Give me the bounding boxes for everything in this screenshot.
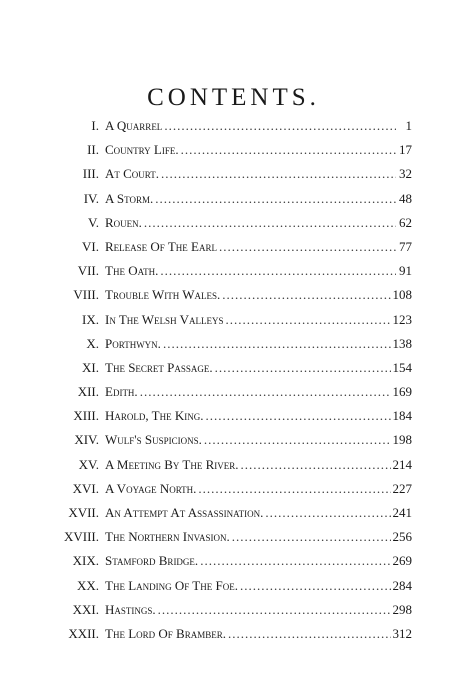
chapter-title: Harold, The King. (105, 408, 204, 424)
chapter-number: XI. (82, 359, 99, 375)
page-number: 154 (392, 359, 412, 375)
dot-leader (215, 359, 391, 377)
dot-leader (158, 601, 391, 619)
chapter-number: I. (91, 118, 99, 133)
chapter-number: III. (82, 166, 99, 182)
page-number: 169 (392, 384, 412, 400)
toc-entry (52, 238, 412, 262)
page-number: 184 (392, 408, 412, 424)
page-number: 227 (392, 480, 412, 496)
toc-entry (52, 359, 412, 383)
chapter-title: Country Life. (105, 142, 179, 158)
page-title: CONTENTS. (147, 83, 320, 111)
dot-leader (222, 286, 390, 304)
dot-leader (205, 407, 390, 425)
chapter-number: XII. (77, 384, 99, 400)
toc-entry (52, 262, 412, 286)
toc-entry (52, 190, 412, 214)
toc-entry (52, 311, 412, 335)
dot-leader (265, 504, 390, 522)
page-number: 198 (392, 432, 412, 448)
chapter-number: VIII. (73, 287, 99, 303)
page-number: 256 (392, 529, 412, 545)
toc-entry (52, 165, 412, 189)
chapter-number: V. (88, 214, 99, 230)
chapter-title: Porthwyn. (105, 335, 161, 351)
page-number: 17 (399, 142, 412, 158)
toc-entry (52, 552, 412, 576)
toc-entry (52, 141, 412, 165)
chapter-title: A Quarrel (105, 118, 163, 133)
page-number: 312 (392, 625, 412, 641)
chapter-number: X. (86, 335, 99, 351)
chapter-title: Rouen. (105, 214, 142, 230)
chapter-title: The Secret Passage. (105, 359, 213, 375)
dot-leader (232, 528, 391, 546)
chapter-title: Trouble With Wales. (105, 287, 221, 303)
toc-entry (52, 286, 412, 310)
page-number: 123 (392, 311, 412, 327)
chapter-title: The Lord Of Bramber. (105, 625, 226, 641)
chapter-title: The Northern Invasion. (105, 529, 230, 545)
dot-leader (160, 262, 396, 280)
chapter-title: Wulf's Suspicions. (105, 432, 202, 448)
dot-leader (219, 238, 396, 256)
chapter-number: VII. (77, 263, 99, 279)
toc-entry (52, 504, 412, 528)
chapter-number: II. (87, 142, 99, 158)
chapter-number: IX. (82, 311, 99, 327)
page-number: 32 (399, 166, 412, 182)
page-number: 214 (392, 456, 412, 472)
chapter-number: XVI. (72, 480, 99, 496)
page-number: 108 (392, 287, 412, 303)
chapter-number: XX. (76, 577, 99, 593)
dot-leader (161, 165, 396, 183)
chapter-title: A Meeting By The River. (105, 456, 239, 472)
chapter-title: The Landing Of The Foe. (105, 577, 238, 593)
page-number: 298 (392, 601, 412, 617)
toc-entry (52, 456, 412, 480)
chapter-number: XIII. (73, 408, 99, 424)
chapter-title: An Attempt At Assassination. (105, 505, 264, 520)
dot-leader (228, 625, 391, 643)
page-number: 77 (399, 238, 412, 254)
table-of-contents (52, 117, 412, 649)
toc-entry (52, 214, 412, 238)
chapter-title: Release Of The Earl (105, 238, 217, 254)
chapter-number: XVII. (68, 505, 99, 520)
page-number: 269 (392, 553, 412, 569)
toc-entry (52, 335, 412, 359)
toc-entry (52, 431, 412, 455)
chapter-number: IV. (83, 190, 99, 206)
chapter-number: XIX. (72, 553, 99, 569)
chapter-number: XXII. (68, 625, 99, 641)
dot-leader (140, 383, 391, 401)
dot-leader (164, 117, 396, 135)
chapter-title: At Court. (105, 166, 160, 182)
toc-entry (52, 601, 412, 625)
chapter-number: XXI. (72, 601, 99, 617)
dot-leader (155, 190, 396, 208)
dot-leader (240, 577, 391, 595)
chapter-number: XVIII. (63, 529, 99, 545)
chapter-number: XIV. (74, 432, 99, 448)
toc-entry (52, 407, 412, 431)
chapter-number: XV. (78, 456, 99, 472)
toc-entry (52, 480, 412, 504)
chapter-title: A Storm. (105, 190, 154, 206)
dot-leader (163, 335, 391, 353)
dot-leader (181, 141, 396, 159)
dot-leader (200, 552, 390, 570)
chapter-title: In The Welsh Valleys (105, 311, 224, 327)
page-number: 91 (399, 263, 412, 279)
dot-leader (204, 431, 391, 449)
toc-entry (52, 117, 412, 141)
dot-leader (144, 214, 396, 232)
chapter-title: A Voyage North. (105, 480, 197, 496)
toc-entry (52, 577, 412, 601)
toc-entry (52, 625, 412, 649)
page-number: 138 (392, 335, 412, 351)
dot-leader (225, 311, 390, 329)
toc-entry (52, 528, 412, 552)
page-number: 241 (392, 505, 412, 520)
chapter-title: Edith. (105, 384, 138, 400)
dot-leader (198, 480, 390, 498)
chapter-title: The Oath. (105, 263, 159, 279)
toc-entry (52, 383, 412, 407)
chapter-title: Hastings. (105, 601, 156, 617)
page-number: 1 (405, 118, 412, 133)
chapter-title: Stamford Bridge. (105, 553, 199, 569)
chapter-number: VI. (82, 238, 99, 254)
page-number: 62 (399, 214, 412, 230)
page-number: 48 (399, 190, 412, 206)
page-number: 284 (392, 577, 412, 593)
dot-leader (241, 456, 391, 474)
